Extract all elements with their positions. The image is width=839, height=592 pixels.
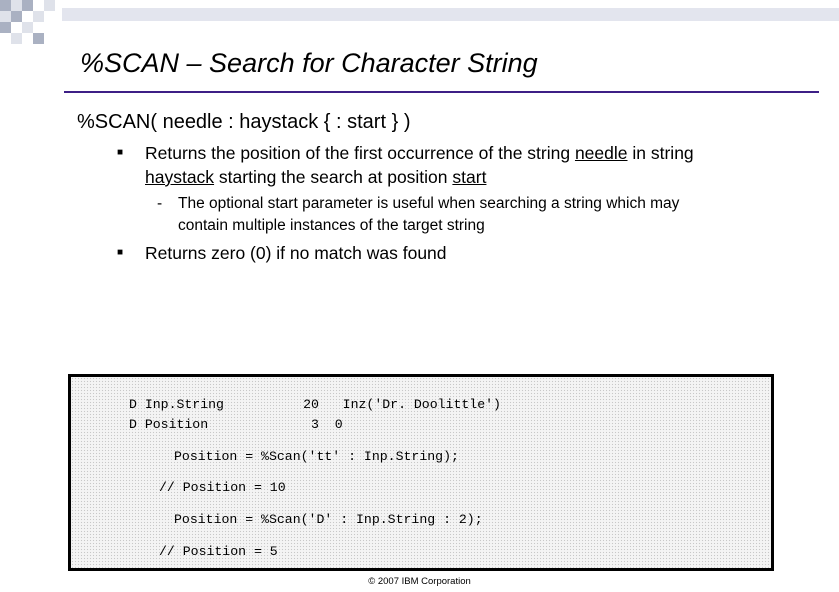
corner-decoration-square <box>11 33 22 44</box>
code-example-box <box>68 374 774 571</box>
code-line: D Position 3 0 <box>129 417 343 432</box>
bullet-zero-result <box>117 242 817 266</box>
haystack-term: haystack <box>145 167 215 187</box>
bullet-text: in string <box>627 143 694 163</box>
code-line: Position = %Scan('D' : Inp.String : 2); <box>174 512 483 527</box>
bullet-text: Returns zero (0) if no match was found <box>145 243 447 263</box>
subbullet-line: contain multiple instances of the target string <box>178 217 485 234</box>
corner-decoration-square <box>11 0 22 11</box>
code-comment: // Position = 10 <box>159 480 286 495</box>
start-term: start <box>452 167 487 187</box>
bullet-text-line <box>145 142 694 164</box>
corner-decoration-square <box>0 0 11 11</box>
corner-decoration-square <box>0 22 11 33</box>
corner-decoration-square <box>44 0 55 11</box>
function-syntax: %SCAN( needle : haystack { : start } ) <box>77 111 411 133</box>
header-band <box>62 8 839 21</box>
corner-decoration-square <box>22 0 33 11</box>
needle-term: needle <box>574 143 628 163</box>
corner-decoration-square <box>11 11 22 22</box>
bullet-position <box>117 142 817 188</box>
code-line: D Inp.String 20 Inz('Dr. Doolittle') <box>129 397 501 412</box>
title-divider <box>64 91 819 93</box>
copyright-footer: © 2007 IBM Corporation <box>368 576 471 587</box>
subbullet-optional-start <box>157 193 797 239</box>
corner-decoration-square <box>0 11 11 22</box>
dash-marker: - <box>157 195 163 212</box>
square-bullet-icon: ■ <box>117 247 124 258</box>
bullet-text: starting the search at position <box>214 167 453 187</box>
square-bullet-icon: ■ <box>117 147 124 158</box>
corner-decoration-square <box>33 11 44 22</box>
bullet-text-line <box>145 166 486 188</box>
subbullet-line: The optional start parameter is useful when searching a string which may <box>178 195 680 212</box>
bullet-text: Returns the position of the first occurrence of the string <box>145 143 575 163</box>
slide-title: %SCAN – Search for Character String <box>80 48 538 78</box>
code-comment: // Position = 5 <box>159 544 278 559</box>
corner-decoration-square <box>22 22 33 33</box>
corner-decoration-square <box>33 33 44 44</box>
code-line: Position = %Scan('tt' : Inp.String); <box>174 449 459 464</box>
